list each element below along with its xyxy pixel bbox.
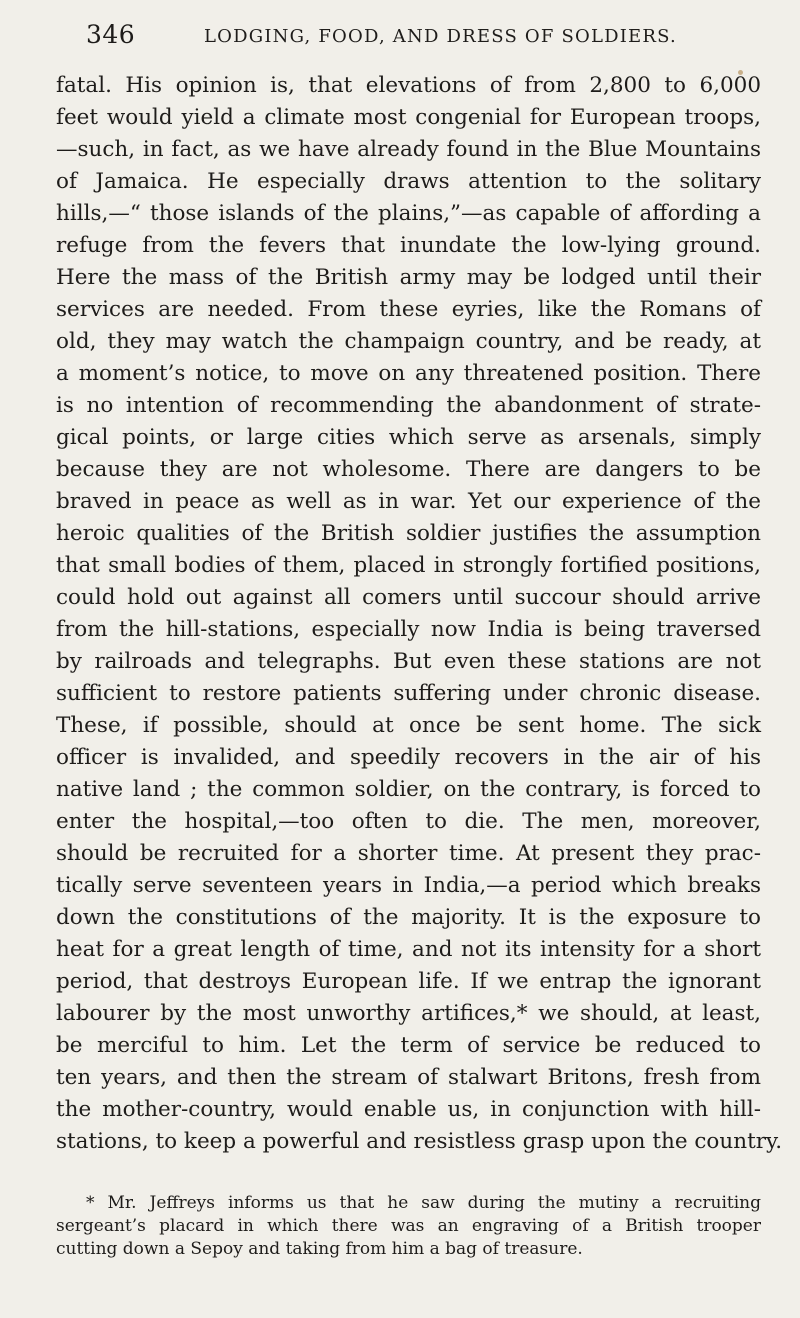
text-line: hills,—“ those islands of the plains,”—as capable of affording a	[56, 201, 761, 226]
text-line: labourer by the most unworthy artifices,* we should, at least,	[56, 1001, 761, 1026]
text-line: period, that destroys European life. If we entrap the ignorant	[56, 969, 761, 994]
text-line: gical points, or large cities which serve as arsenals, simply	[56, 425, 761, 450]
text-line: of Jamaica. He especially draws attention to the solitary	[56, 169, 761, 194]
text-line: the mother-country, would enable us, in conjunction with hill-	[56, 1097, 761, 1122]
text-line: from the hill-stations, especially now India is being traversed	[56, 617, 761, 642]
footnote-line: sergeant’s placard in which there was an engraving of a British trooper	[56, 1216, 761, 1236]
text-line: by railroads and telegraphs. But even these stations are not	[56, 649, 761, 674]
text-line: stations, to keep a powerful and resistless grasp upon the country.	[56, 1129, 783, 1154]
text-line: Here the mass of the British army may be lodged until their	[56, 265, 761, 290]
text-line: tically serve seventeen years in India,—a period which breaks	[56, 873, 761, 898]
footnote-line: * Mr. Jeffreys informs us that he saw during the mutiny a recruiting	[86, 1193, 761, 1213]
text-line: sufficient to restore patients suffering under chronic disease.	[56, 681, 761, 706]
text-line: could hold out against all comers until succour should arrive	[56, 585, 761, 610]
running-head: LODGING, FOOD, AND DRESS OF SOLDIERS.	[204, 26, 677, 47]
text-line: is no intention of recommending the abandonment of strate-	[56, 393, 761, 418]
text-line: native land ; the common soldier, on the contrary, is forced to	[56, 777, 761, 802]
page-number: 346	[86, 20, 136, 49]
text-line: down the constitutions of the majority. It is the exposure to	[56, 905, 761, 930]
text-line: braved in peace as well as in war. Yet our experience of the	[56, 489, 761, 514]
text-line: —such, in fact, as we have already found in the Blue Mountains	[56, 137, 761, 162]
text-line: old, they may watch the champaign country, and be ready, at	[56, 329, 761, 354]
text-line: feet would yield a climate most congenial for European troops,	[56, 105, 761, 130]
text-line: heroic qualities of the British soldier justifies the assumption	[56, 521, 761, 546]
text-line: ten years, and then the stream of stalwart Britons, fresh from	[56, 1065, 761, 1090]
text-line: refuge from the fevers that inundate the low-lying ground.	[56, 233, 761, 258]
body-text	[56, 70, 783, 1158]
text-line: should be recruited for a shorter time. At present they prac-	[56, 841, 761, 866]
page-header	[56, 12, 744, 52]
text-line: be merciful to him. Let the term of service be reduced to	[56, 1033, 761, 1058]
text-line: heat for a great length of time, and not its intensity for a short	[56, 937, 761, 962]
text-line: a moment’s notice, to move on any threatened position. There	[56, 361, 761, 386]
text-line: These, if possible, should at once be sent home. The sick	[56, 713, 761, 738]
footnote	[56, 1192, 761, 1261]
text-line: services are needed. From these eyries, like the Romans of	[56, 297, 761, 322]
text-line: enter the hospital,—too often to die. The men, moreover,	[56, 809, 761, 834]
text-line: fatal. His opinion is, that elevations of from 2,800 to 6,000	[56, 73, 761, 98]
text-line: because they are not wholesome. There are dangers to be	[56, 457, 761, 482]
footnote-line: cutting down a Sepoy and taking from him a bag of treasure.	[56, 1239, 583, 1259]
text-line: officer is invalided, and speedily recovers in the air of his	[56, 745, 761, 770]
text-line: that small bodies of them, placed in strongly fortified positions,	[56, 553, 761, 578]
